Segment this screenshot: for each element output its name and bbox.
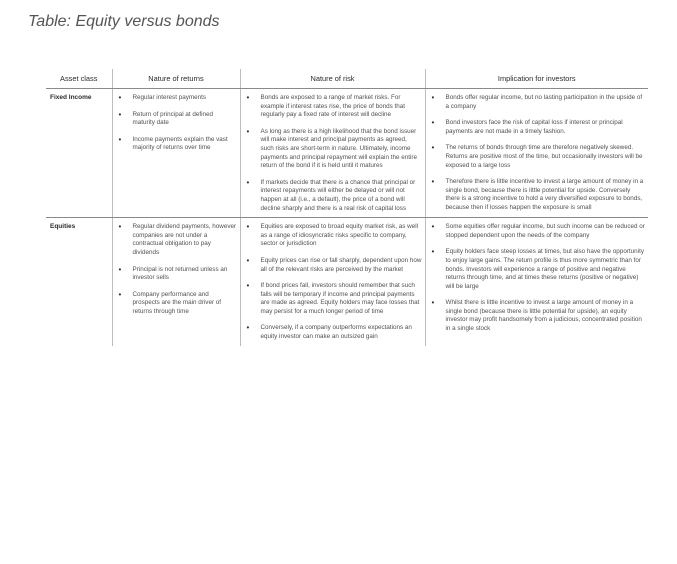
list-item: • Return of principal at defined maturity date — [116, 111, 237, 128]
table-caption: Table: Equity versus bonds — [28, 13, 220, 30]
asset-class-cell: Equities — [50, 223, 76, 231]
risk-cell — [240, 89, 425, 218]
returns-list — [116, 223, 237, 316]
returns-cell — [112, 89, 240, 218]
list-item: • Bonds are exposed to a range of market risks. For example if interest rates rise, the price of bonds that regularly pay a fixed rate of interest will decline — [244, 94, 422, 120]
list-item: • Therefore there is little incentive to invest a large amount of money in a single bond, because there is little potential for upside. Conversely there is a strong incentive to hold a very diversified exposure to bonds, because then if losses happen the exposure is small — [429, 178, 646, 212]
list-item: • Regular dividend payments, however companies are not under a contractual obligation to pay dividends — [116, 223, 237, 257]
header-implication: Implication for investors — [425, 69, 648, 89]
list-item: • Company performance and prospects are the main driver of returns through time — [116, 291, 237, 317]
header-nature-of-returns: Nature of returns — [112, 69, 240, 89]
comparison-table — [46, 69, 648, 346]
header-nature-of-risk: Nature of risk — [240, 69, 425, 89]
risk-cell — [240, 218, 425, 346]
asset-class-cell: Fixed Income — [46, 89, 112, 218]
list-item: • Regular interest payments — [116, 94, 237, 103]
list-item: • If bond prices fall, investors should remember that such falls will be temporary if income and principal payments are made as agreed. Equity holders may face losses that may persist for a much longer period of time — [244, 282, 422, 316]
table-row-fixed-income — [46, 89, 648, 218]
list-item: • Income payments explain the vast majority of returns over time — [116, 136, 237, 153]
list-item: • Conversely, if a company outperforms expectations an equity investor can make an outsized gain — [244, 324, 422, 341]
implication-cell — [425, 89, 648, 218]
risk-list — [244, 94, 422, 213]
list-item: • Bond investors face the risk of capital loss if interest or principal payments are not made in a timely fashion. — [429, 119, 646, 136]
table-row-equities — [46, 218, 648, 346]
risk-list — [244, 223, 422, 342]
list-item: • As long as there is a high likelihood that the bond issuer will make interest and principal payments as agreed, such risks are short-term in nature. Ultimately, income payments and principal repayment will explain the entire return of the bond if it is held until it matures — [244, 128, 422, 171]
implication-list — [429, 94, 646, 213]
implication-list — [429, 223, 646, 334]
returns-cell — [112, 218, 240, 346]
header-asset-class: Asset class — [46, 69, 112, 89]
list-item: • Bonds offer regular income, but no lasting participation in the upside of a company — [429, 94, 646, 111]
list-item: • Principal is not returned unless an investor sells — [116, 266, 237, 283]
list-item: • If markets decide that there is a chance that principal or interest repayments will either be delayed or will not happen at all (i.e., a default), the price of a bond will decline sharply and there is a real risk of capital loss — [244, 179, 422, 213]
implication-cell — [425, 218, 648, 346]
list-item: • Equities are exposed to broad equity market risk, as well as a range of idiosyncratic risks specific to company, sector or jurisdiction — [244, 223, 422, 249]
list-item: • Whilst there is little incentive to invest a large amount of money in a single bond (because there is little potential for upside), an equity investor may profit handsomely from a judicious, concentrated position in a single stock — [429, 299, 646, 333]
table-header-row — [46, 69, 648, 89]
list-item: • Some equities offer regular income, but such income can be reduced or stopped dependent upon the needs of the company — [429, 223, 646, 240]
list-item: • The returns of bonds through time are therefore negatively skewed. Returns are positive most of the time, but occasionally investors will be exposed to a large loss — [429, 144, 646, 170]
list-item: • Equity prices can rise or fall sharply, dependent upon how all of the relevant risks are perceived by the market — [244, 257, 422, 274]
returns-list — [116, 94, 237, 153]
list-item: • Equity holders face steep losses at times, but also have the opportunity to enjoy large gains. The return profile is thus more symmetric than for bonds. Investors will experience a range of positive and negative returns through time, and at times these returns (positive or negative) will be large — [429, 248, 646, 291]
